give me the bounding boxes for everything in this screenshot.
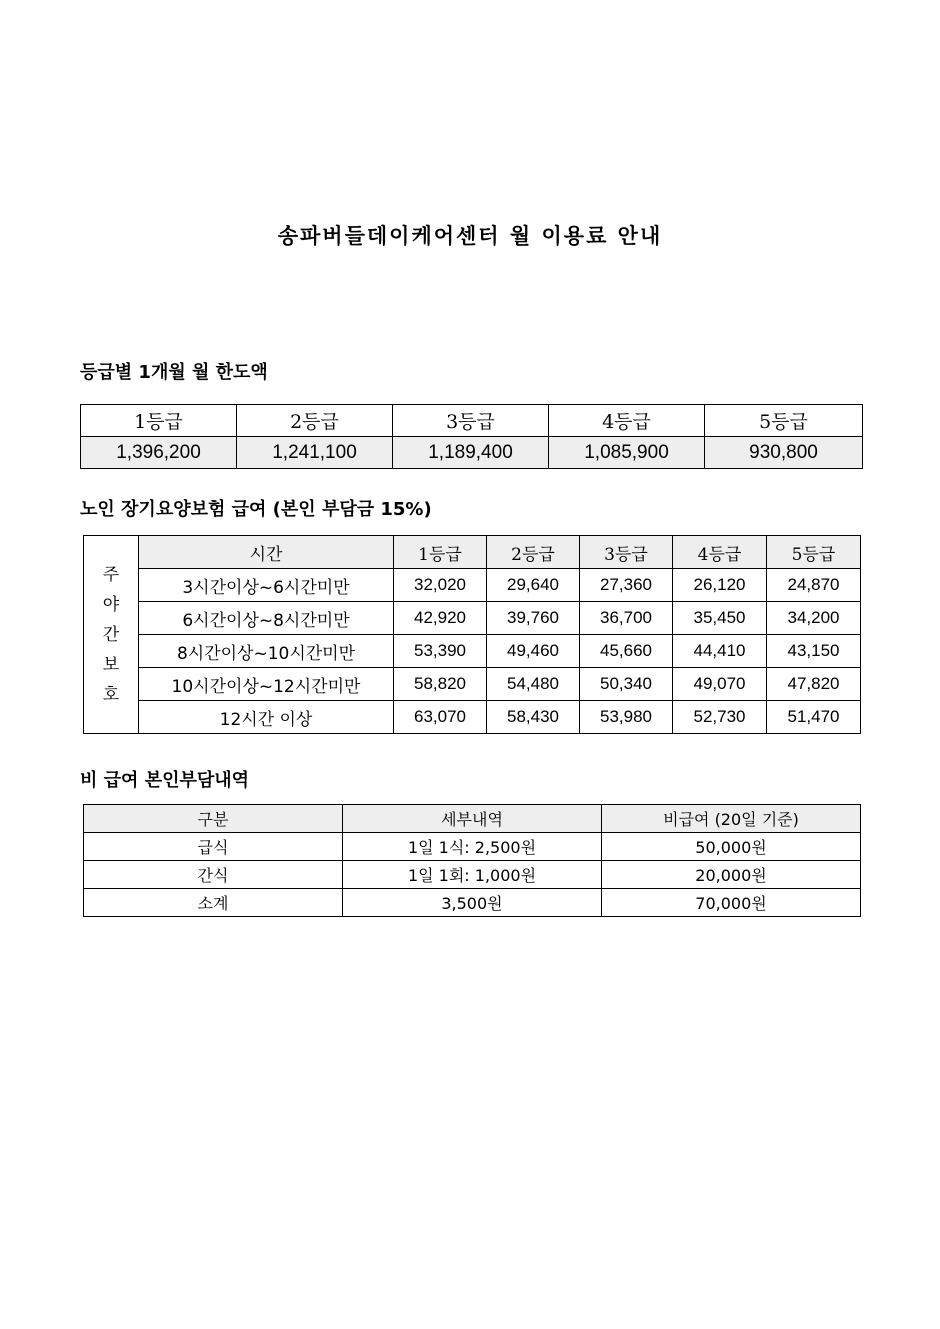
- value-cell: 1,189,400: [393, 437, 549, 469]
- table-row: [84, 668, 861, 701]
- detail-cell: 1일 1식: 2,500원: [343, 833, 602, 861]
- table-header-row: [84, 805, 861, 833]
- category-cell: 소계: [84, 889, 343, 917]
- detail-cell: 3,500원: [343, 889, 602, 917]
- time-cell: 3시간이상~6시간미만: [139, 569, 394, 602]
- table-row: [84, 635, 861, 668]
- value-cell: 54,480: [487, 668, 580, 701]
- value-cell: 26,120: [673, 569, 767, 602]
- day-night-care-label: [84, 536, 139, 734]
- value-cell: 53,390: [394, 635, 487, 668]
- header-cell: 3등급: [580, 536, 673, 569]
- header-cell: 4등급: [549, 405, 705, 437]
- value-cell: 52,730: [673, 701, 767, 734]
- page-title: 송파버들데이케어센터 월 이용료 안내: [277, 224, 663, 248]
- value-cell: 1,396,200: [81, 437, 237, 469]
- value-cell: 1,241,100: [237, 437, 393, 469]
- section-heading-insurance: 노인 장기요양보험 급여 (본인 부담금 15%): [80, 499, 432, 520]
- value-cell: 58,430: [487, 701, 580, 734]
- non-covered-table: [83, 804, 861, 917]
- value-cell: 32,020: [394, 569, 487, 602]
- value-cell: 24,870: [767, 569, 861, 602]
- amount-cell: 70,000원: [602, 889, 861, 917]
- value-cell: 930,800: [705, 437, 863, 469]
- table-row: [84, 569, 861, 602]
- section-heading-non-covered: 비 급여 본인부담내역: [80, 770, 250, 791]
- value-cell: 29,640: [487, 569, 580, 602]
- table-header-row: [81, 405, 863, 437]
- value-cell: 35,450: [673, 602, 767, 635]
- table-row: [84, 861, 861, 889]
- table-row: [81, 437, 863, 469]
- value-cell: 1,085,900: [549, 437, 705, 469]
- side-label-char: 호: [102, 684, 120, 705]
- side-label-char: 보: [102, 654, 120, 675]
- header-cell: 2등급: [487, 536, 580, 569]
- table-row: [84, 833, 861, 861]
- value-cell: 39,760: [487, 602, 580, 635]
- header-cell: 5등급: [767, 536, 861, 569]
- header-cell: 4등급: [673, 536, 767, 569]
- value-cell: 51,470: [767, 701, 861, 734]
- detail-cell: 1일 1회: 1,000원: [343, 861, 602, 889]
- section-heading-monthly-limit: 등급별 1개월 월 한도액: [80, 362, 268, 383]
- amount-cell: 20,000원: [602, 861, 861, 889]
- insurance-table: [83, 535, 861, 734]
- table-header-row: [84, 536, 861, 569]
- header-cell: 1등급: [81, 405, 237, 437]
- value-cell: 44,410: [673, 635, 767, 668]
- side-label-char: 간: [102, 624, 120, 645]
- side-label-char: 야: [102, 594, 120, 615]
- value-cell: 50,340: [580, 668, 673, 701]
- value-cell: 43,150: [767, 635, 861, 668]
- header-cell: 비급여 (20일 기준): [602, 805, 861, 833]
- header-cell: 시간: [139, 536, 394, 569]
- value-cell: 49,070: [673, 668, 767, 701]
- category-cell: 간식: [84, 861, 343, 889]
- category-cell: 급식: [84, 833, 343, 861]
- time-cell: 12시간 이상: [139, 701, 394, 734]
- value-cell: 27,360: [580, 569, 673, 602]
- time-cell: 8시간이상~10시간미만: [139, 635, 394, 668]
- value-cell: 34,200: [767, 602, 861, 635]
- side-label-char: 주: [102, 564, 120, 585]
- header-cell: 구분: [84, 805, 343, 833]
- header-cell: 2등급: [237, 405, 393, 437]
- table-row: [84, 602, 861, 635]
- monthly-limit-table: [80, 404, 863, 469]
- table-row: [84, 889, 861, 917]
- value-cell: 49,460: [487, 635, 580, 668]
- value-cell: 58,820: [394, 668, 487, 701]
- header-cell: 세부내역: [343, 805, 602, 833]
- time-cell: 6시간이상~8시간미만: [139, 602, 394, 635]
- value-cell: 36,700: [580, 602, 673, 635]
- value-cell: 45,660: [580, 635, 673, 668]
- amount-cell: 50,000원: [602, 833, 861, 861]
- value-cell: 53,980: [580, 701, 673, 734]
- value-cell: 42,920: [394, 602, 487, 635]
- table-row: [84, 701, 861, 734]
- header-cell: 1등급: [394, 536, 487, 569]
- header-cell: 5등급: [705, 405, 863, 437]
- value-cell: 47,820: [767, 668, 861, 701]
- value-cell: 63,070: [394, 701, 487, 734]
- header-cell: 3등급: [393, 405, 549, 437]
- time-cell: 10시간이상~12시간미만: [139, 668, 394, 701]
